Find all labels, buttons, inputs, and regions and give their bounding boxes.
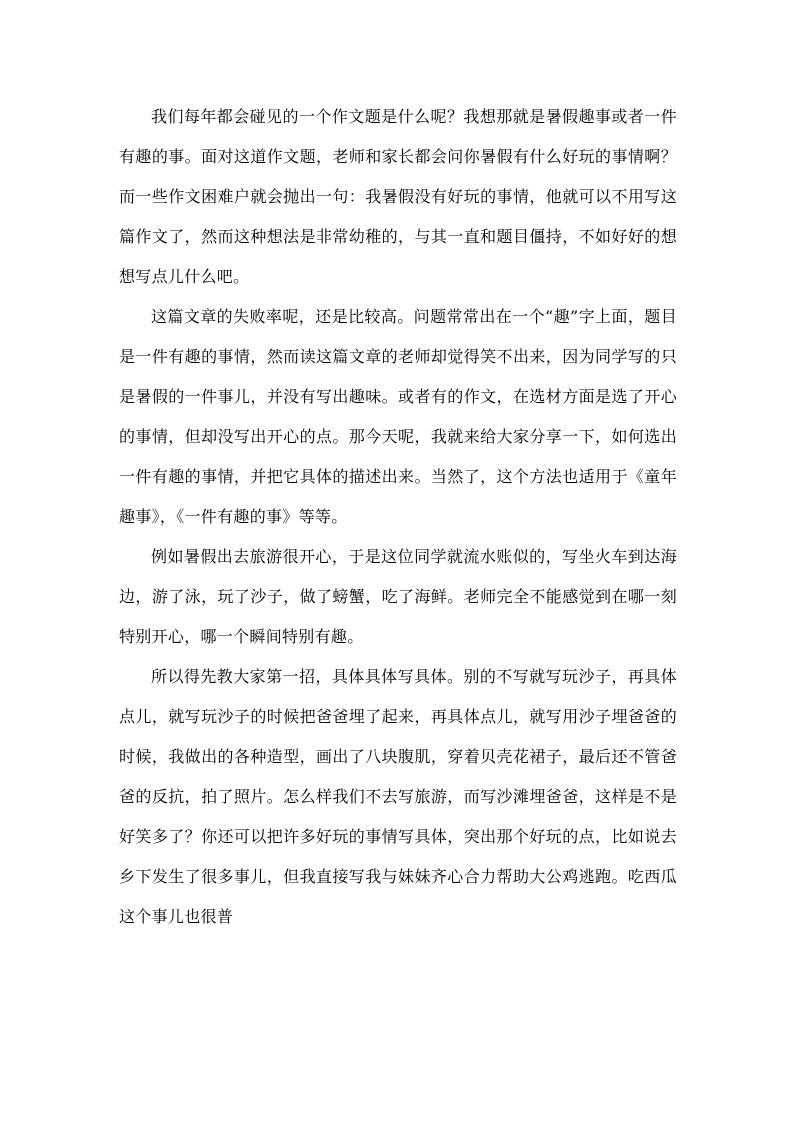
paragraph-3: 例如暑假出去旅游很开心，于是这位同学就流水账似的，写坐火车到达海边，游了泳，玩了沙子，做了螃蟹，吃了海鲜。老师完全不能感觉到在哪一刻特别开心，哪一个瞬间特别有趣。 <box>119 547 677 646</box>
paragraph-4: 所以得先教大家第一招，具体具体写具体。别的不写就写玩沙子，再具体点儿，就写玩沙子的时候把爸爸埋了起来，再具体点儿，就写用沙子埋爸爸的时候，我做出的各种造型，画出了八块腹肌，穿着贝壳花裙子，最后还不管爸爸的反抗，拍了照片。怎么样我们不去写旅游，而写沙滩埋爸爸，这样是不是好笑多了？你还可以把许多好玩的事情写具体，突出那个好玩的点，比如说去乡下发生了很多事儿，但我直接写我与妹妹齐心合力帮助大公鸡逃跑。吃西瓜这个事儿也很普 <box>119 667 677 926</box>
paragraph-1: 我们每年都会碰见的一个作文题是什么呢？我想那就是暑假趣事或者一件有趣的事。面对这道作文题，老师和家长都会问你暑假有什么好玩的事情啊？而一些作文困难户就会抛出一句：我暑假没有好玩的事情，他就可以不用写这篇作文了，然而这种想法是非常幼稚的，与其一直和题目僵持，不如好好的想想写点儿什么吧。 <box>119 107 677 286</box>
paragraph-2: 这篇文章的失败率呢，还是比较高。问题常常出在一个“趣”字上面，题目是一件有趣的事情，然而读这篇文章的老师却觉得笑不出来，因为同学写的只是暑假的一件事儿，并没有写出趣味。或者有的作文，在选材方面是选了开心的事情，但却没写出开心的点。那今天呢，我就来给大家分享一下，如何选出一件有趣的事情，并把它具体的描述出来。当然了，这个方法也适用于《童年趣事》，《一件有趣的事》等等。 <box>119 307 677 526</box>
document-body <box>119 97 677 937</box>
